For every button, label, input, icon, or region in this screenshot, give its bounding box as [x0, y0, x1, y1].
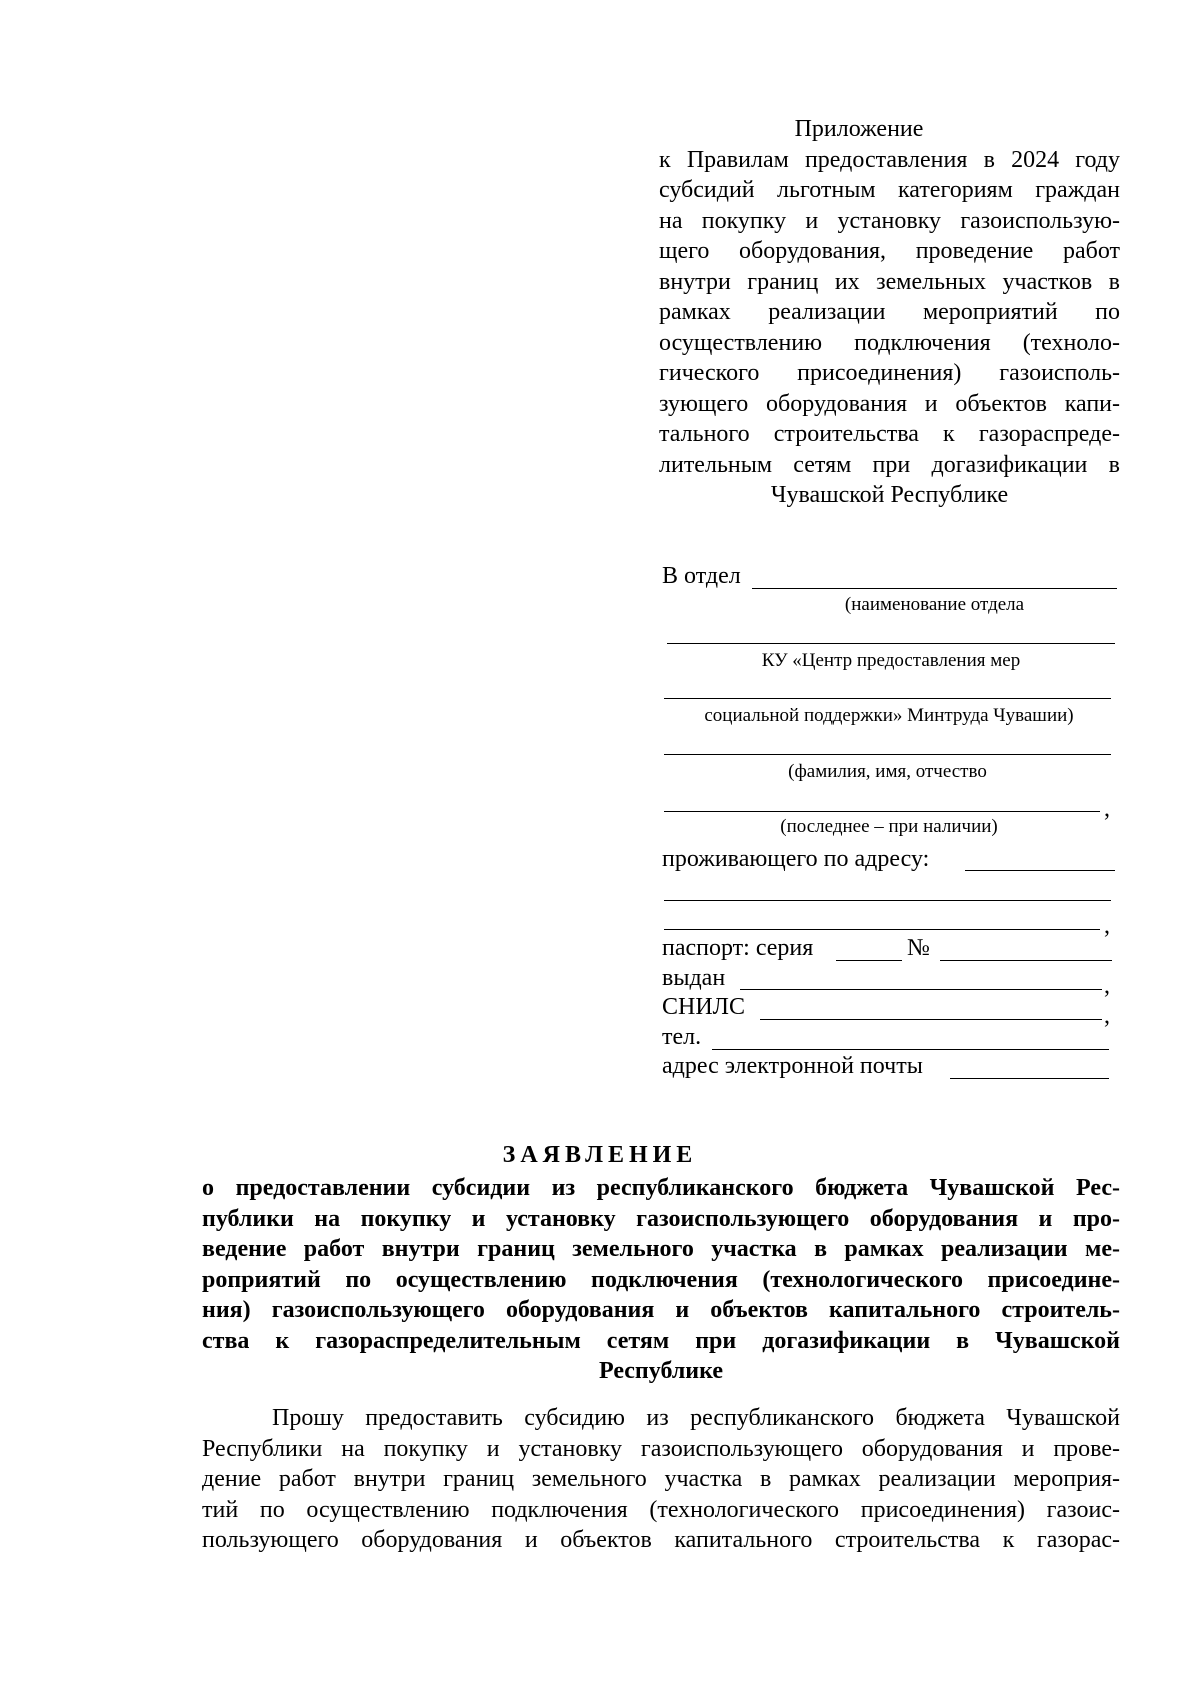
appendix-line: Чувашской Республике [770, 482, 1009, 508]
address-field[interactable] [965, 870, 1115, 871]
appendix-line: зующего оборудования и объектов капи- [659, 390, 1120, 417]
fio-hint: (фамилия, имя, отчество [788, 761, 987, 782]
address-field-line-2[interactable] [664, 900, 1111, 901]
snils-field[interactable] [760, 1019, 1102, 1020]
statement-body [202, 1403, 1120, 1556]
email-label: адрес электронной почты [662, 1053, 923, 1079]
passport-series-field[interactable] [836, 960, 902, 961]
appendix-line: внутри границ их земельных участков в [659, 268, 1120, 295]
email-field[interactable] [950, 1078, 1109, 1079]
passport-label: паспорт: серия [662, 935, 814, 961]
body-line: дение работ внутри границ земельного участка в рамках реализации мероприя- [202, 1466, 1120, 1492]
body-line: пользующего оборудования и объектов капитального строительства к газорас- [202, 1527, 1120, 1553]
address-field-line-3[interactable] [664, 929, 1100, 930]
phone-field[interactable] [712, 1049, 1109, 1050]
appendix-text [659, 145, 1120, 511]
appendix-line: к Правилам предоставления в 2024 году [659, 146, 1120, 173]
subject-line: ства к газораспределительным сетям при догазификации в Чувашской [202, 1327, 1120, 1354]
appendix-line: рамках реализации мероприятий по [659, 299, 1120, 325]
dept-hint: (наименование отдела [844, 594, 1025, 615]
appendix-line: на покупку и установку газоиспользую- [659, 207, 1120, 234]
appendix-line: гического присоединения) газоисполь- [659, 360, 1120, 386]
dept-field[interactable] [752, 588, 1117, 589]
issued-field[interactable] [740, 989, 1102, 990]
comma: , [1104, 913, 1110, 939]
subject-line: Республике [598, 1358, 724, 1384]
phone-label: тел. [662, 1024, 702, 1050]
statement-heading: ЗАЯВЛЕНИЕ [502, 1142, 698, 1168]
appendix-line: субсидий льготным категориям граждан [659, 177, 1120, 203]
dept-field-line-3[interactable] [664, 698, 1111, 699]
number-sign: № [907, 935, 930, 961]
comma: , [1104, 1003, 1110, 1029]
subject-line: ния) газоиспользующего оборудования и объектов капитального строитель- [202, 1297, 1120, 1323]
comma: , [1104, 796, 1110, 822]
comma: , [1104, 973, 1110, 999]
issued-label: выдан [662, 965, 726, 991]
body-line: Прошу предоставить субсидию из республиканского бюджета Чувашской [272, 1405, 1120, 1431]
appendix-line: тального строительства к газораспреде- [659, 421, 1120, 447]
appendix-line: лительным сетям при догазификации в [659, 451, 1120, 478]
snils-label: СНИЛС [662, 994, 745, 1020]
appendix-line: осуществлению подключения (техноло- [659, 329, 1120, 356]
subject-line: о предоставлении субсидии из республиканского бюджета Чувашской Рес- [202, 1175, 1120, 1201]
subject-line: ведение работ внутри границ земельного участка в рамках реализации ме- [202, 1236, 1120, 1262]
appendix-line: щего оборудования, проведение работ [659, 238, 1120, 264]
subject-line: публики на покупку и установку газоиспользующего оборудования и про- [202, 1205, 1120, 1232]
patronymic-hint: (последнее – при наличии) [780, 816, 998, 837]
ku-hint: КУ «Центр предоставления мер [761, 650, 1021, 671]
passport-number-field[interactable] [940, 960, 1112, 961]
residing-label: проживающего по адресу: [662, 846, 930, 872]
fio-field-line-2[interactable] [664, 811, 1100, 812]
dept-field-line-2[interactable] [667, 643, 1115, 644]
to-dept-label: В отдел [662, 563, 741, 589]
appendix-title: Приложение [794, 116, 924, 142]
fio-field[interactable] [664, 754, 1111, 755]
body-line: тий по осуществлению подключения (технологического присоединения) газоис- [202, 1496, 1120, 1523]
social-hint: социальной поддержки» Минтруда Чувашии) [704, 705, 1074, 726]
body-line: Республики на покупку и установку газоиспользующего оборудования и прове- [202, 1435, 1120, 1462]
subject-line: роприятий по осуществлению подключения (технологического присоедине- [202, 1266, 1120, 1293]
statement-subject [202, 1173, 1120, 1387]
